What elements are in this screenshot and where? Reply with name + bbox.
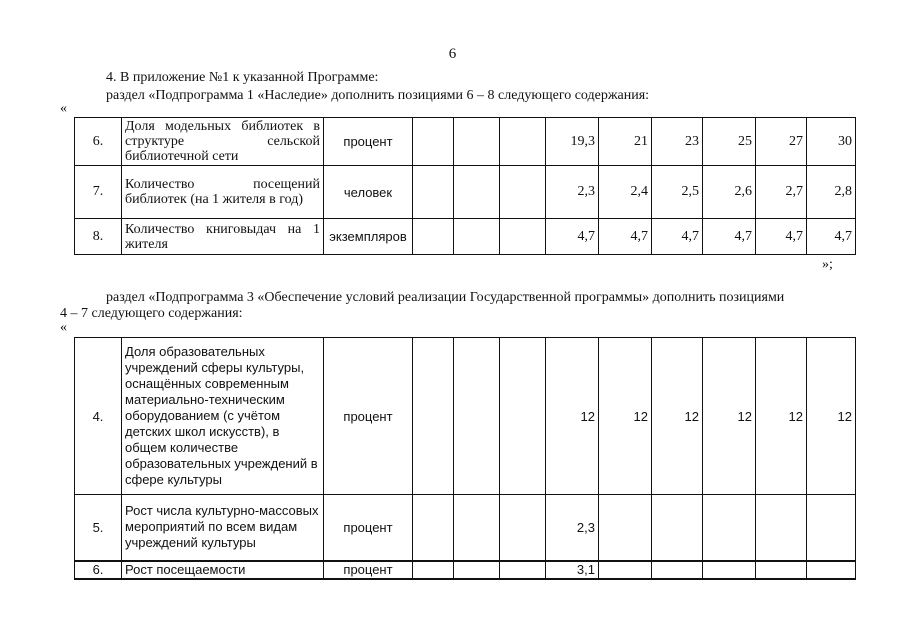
- value-cell: [454, 495, 500, 561]
- unit-of-measure: процент: [324, 118, 413, 166]
- value-cell: [599, 561, 652, 579]
- table2-row: [75, 338, 856, 495]
- value-cell: 25: [703, 118, 756, 166]
- value-cell: [413, 561, 454, 579]
- value-cell: [500, 338, 546, 495]
- indicator-name: Доля модельных библиотек в структуре сельской библиотечной сети: [122, 118, 324, 166]
- unit-of-measure: процент: [324, 338, 413, 495]
- value-cell: 4,7: [652, 219, 703, 255]
- close-quote-1: »;: [822, 257, 833, 272]
- value-cell: 3,1: [546, 561, 599, 579]
- value-cell: 30: [807, 118, 856, 166]
- row-number: 8.: [75, 219, 122, 255]
- table1-row: [75, 219, 856, 255]
- value-cell: [413, 495, 454, 561]
- value-cell: [500, 561, 546, 579]
- item4-intro: 4. В приложение №1 к указанной Программе:: [106, 70, 379, 85]
- value-cell: 4,7: [807, 219, 856, 255]
- unit-of-measure: процент: [324, 495, 413, 561]
- value-cell: 12: [652, 338, 703, 495]
- value-cell: 4,7: [546, 219, 599, 255]
- value-cell: [413, 219, 454, 255]
- unit-of-measure: экземпляров: [324, 219, 413, 255]
- value-cell: [454, 118, 500, 166]
- value-cell: [756, 561, 807, 579]
- table2-row: [75, 561, 856, 579]
- value-cell: 2,3: [546, 166, 599, 219]
- value-cell: [652, 495, 703, 561]
- section3-intro-line1: раздел «Подпрограмма 3 «Обеспечение условий реализации Государственной программы» дополнить позициями: [106, 290, 785, 305]
- value-cell: [599, 495, 652, 561]
- value-cell: 2,5: [652, 166, 703, 219]
- value-cell: 19,3: [546, 118, 599, 166]
- table-subprogram-1: [74, 117, 856, 255]
- section1-intro: раздел «Подпрограмма 1 «Наследие» дополнить позициями 6 – 8 следующего содержания:: [106, 88, 650, 103]
- value-cell: [454, 219, 500, 255]
- value-cell: 2,3: [546, 495, 599, 561]
- section3-intro-line2: 4 – 7 следующего содержания:: [60, 306, 243, 321]
- value-cell: [500, 495, 546, 561]
- value-cell: 21: [599, 118, 652, 166]
- value-cell: 12: [807, 338, 856, 495]
- value-cell: 23: [652, 118, 703, 166]
- table1-row: [75, 118, 856, 166]
- row-number: 7.: [75, 166, 122, 219]
- value-cell: 2,7: [756, 166, 807, 219]
- row-number: 4.: [75, 338, 122, 495]
- indicator-name: Рост посещаемости: [122, 561, 324, 579]
- value-cell: [413, 166, 454, 219]
- value-cell: [807, 561, 856, 579]
- value-cell: 12: [599, 338, 652, 495]
- value-cell: 12: [703, 338, 756, 495]
- value-cell: [454, 338, 500, 495]
- indicator-name: Доля образовательных учреждений сферы культуры, оснащённых современным материально-техническим оборудованием (с учётом детских школ искусств), в общем количестве образовательных учреждений в сфере культуры: [122, 338, 324, 495]
- value-cell: 2,4: [599, 166, 652, 219]
- unit-of-measure: процент: [324, 561, 413, 579]
- row-number: 6.: [75, 561, 122, 579]
- value-cell: [413, 338, 454, 495]
- value-cell: [652, 561, 703, 579]
- value-cell: [500, 219, 546, 255]
- value-cell: [756, 495, 807, 561]
- table1-row: [75, 166, 856, 219]
- value-cell: 4,7: [756, 219, 807, 255]
- value-cell: [454, 561, 500, 579]
- indicator-name: Количество посещений библиотек (на 1 жителя в год): [122, 166, 324, 219]
- value-cell: 4,7: [599, 219, 652, 255]
- table-subprogram-3: [74, 337, 856, 580]
- value-cell: [454, 166, 500, 219]
- value-cell: [500, 118, 546, 166]
- open-quote-1: «: [60, 101, 67, 116]
- value-cell: [807, 495, 856, 561]
- page-number: 6: [448, 46, 457, 62]
- value-cell: [500, 166, 546, 219]
- value-cell: 12: [756, 338, 807, 495]
- row-number: 6.: [75, 118, 122, 166]
- table2-row: [75, 495, 856, 561]
- value-cell: 4,7: [703, 219, 756, 255]
- value-cell: [413, 118, 454, 166]
- value-cell: 2,8: [807, 166, 856, 219]
- row-number: 5.: [75, 495, 122, 561]
- value-cell: 2,6: [703, 166, 756, 219]
- indicator-name: Рост числа культурно-массовых мероприятий по всем видам учреждений культуры: [122, 495, 324, 561]
- open-quote-2: «: [60, 320, 67, 335]
- unit-of-measure: человек: [324, 166, 413, 219]
- value-cell: [703, 561, 756, 579]
- indicator-name: Количество книговыдач на 1 жителя: [122, 219, 324, 255]
- value-cell: 27: [756, 118, 807, 166]
- value-cell: [703, 495, 756, 561]
- value-cell: 12: [546, 338, 599, 495]
